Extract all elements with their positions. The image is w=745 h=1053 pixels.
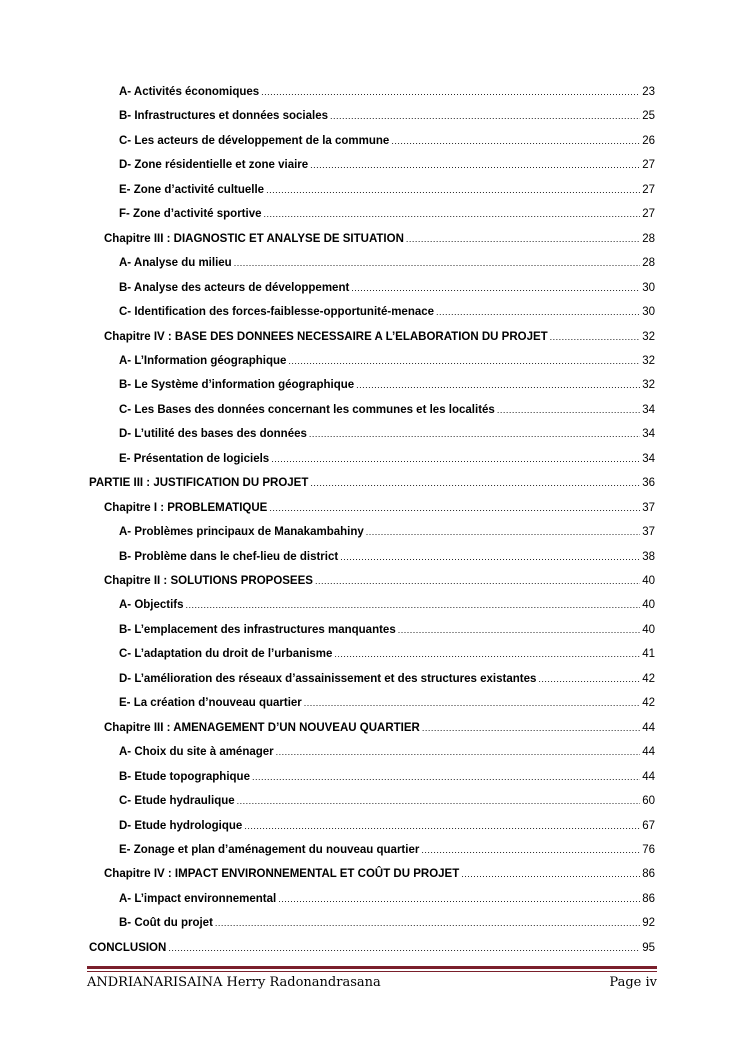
toc-entry-title: Chapitre II : SOLUTIONS PROPOSEES	[104, 575, 313, 587]
toc-entry-title: E- Présentation de logiciels	[119, 452, 270, 465]
toc-entry[interactable]	[119, 526, 655, 546]
toc-dot-leader	[271, 454, 640, 464]
toc-entry[interactable]	[119, 551, 655, 571]
toc-entry-title: C- Identification des forces-faiblesse-opportunité-menace	[119, 306, 435, 319]
toc-entry-title: D- Etude hydrologique	[119, 819, 243, 832]
toc-dot-leader	[461, 869, 640, 879]
toc-entry-title: Chapitre IV : BASE DES DONNEES NECESSAIRE A L’ELABORATION DU PROJET	[104, 330, 548, 343]
toc-entry[interactable]	[119, 599, 655, 619]
toc-entry-page: 30	[642, 281, 655, 294]
toc-entry-title: B- Infrastructures et données sociales	[119, 110, 328, 123]
toc-entry-page: 42	[642, 672, 655, 685]
toc-dot-leader	[288, 356, 640, 366]
toc-entry-title: Chapitre III : AMENAGEMENT D’UN NOUVEAU QUARTIER	[104, 721, 420, 734]
toc-dot-leader	[186, 600, 641, 610]
toc-entry-title: A- Objectifs	[119, 599, 184, 612]
toc-dot-leader	[356, 380, 640, 390]
toc-entry-title: B- Coût du projet	[119, 917, 213, 930]
toc-entry[interactable]	[104, 868, 655, 888]
toc-entry-page: 30	[642, 306, 655, 319]
toc-entry[interactable]	[119, 404, 655, 424]
toc-dot-leader	[334, 649, 640, 659]
toc-entry-page: 44	[642, 721, 655, 734]
toc-entry[interactable]	[119, 697, 655, 717]
toc-dot-leader	[215, 918, 640, 928]
toc-entry-title: A- Activités économiques	[119, 86, 260, 98]
toc-entry-page: 42	[642, 697, 655, 710]
toc-entry[interactable]	[119, 795, 655, 815]
toc-entry[interactable]	[89, 477, 655, 497]
toc-entry[interactable]	[119, 428, 655, 448]
footer-rule-thin	[87, 971, 657, 972]
toc-dot-leader	[309, 429, 640, 439]
toc-entry-title: C- L’adaptation du droit de l’urbanisme	[119, 648, 333, 661]
toc-entry-page: 27	[642, 159, 655, 172]
toc-entry-title: E- Zone d’activité cultuelle	[119, 183, 265, 196]
toc-entry[interactable]	[104, 502, 655, 522]
toc-entry[interactable]	[119, 86, 655, 106]
toc-dot-leader	[421, 845, 640, 855]
toc-dot-leader	[276, 747, 641, 757]
toc-entry[interactable]	[119, 844, 655, 864]
toc-dot-leader	[310, 160, 640, 170]
toc-entry-page: 28	[642, 232, 655, 245]
toc-entry-title: C- Etude hydraulique	[119, 795, 235, 808]
toc-entry[interactable]	[119, 306, 655, 326]
toc-dot-leader	[168, 943, 640, 953]
toc-entry-title: CONCLUSION	[89, 941, 167, 954]
toc-entry-title: PARTIE III : JUSTIFICATION DU PROJET	[89, 477, 309, 490]
toc-dot-leader	[304, 698, 640, 708]
toc-entry[interactable]	[119, 624, 655, 644]
toc-entry-page: 60	[642, 795, 655, 808]
toc-entry-page: 32	[642, 354, 655, 367]
toc-entry-page: 41	[642, 648, 655, 661]
toc-dot-leader	[398, 625, 640, 635]
toc-entry-title: F- Zone d’activité sportive	[119, 208, 262, 221]
toc-entry-page: 23	[642, 86, 655, 98]
toc-entry-title: E- La création d’nouveau quartier	[119, 697, 302, 710]
toc-entry[interactable]	[119, 135, 655, 155]
toc-dot-leader	[406, 234, 640, 244]
toc-entry[interactable]	[104, 233, 655, 253]
toc-entry-page: 40	[642, 623, 655, 636]
toc-dot-leader	[234, 258, 641, 268]
toc-entry-title: D- Zone résidentielle et zone viaire	[119, 159, 309, 172]
toc-entry[interactable]	[119, 110, 655, 130]
footer-page-number: Page iv	[609, 975, 657, 990]
toc-dot-leader	[422, 723, 640, 733]
toc-entry-page: 40	[642, 599, 655, 612]
page-footer	[87, 975, 657, 990]
toc-entry-page: 26	[642, 134, 655, 147]
toc-entry[interactable]	[119, 379, 655, 399]
toc-entry[interactable]	[119, 282, 655, 302]
toc-dot-leader	[315, 576, 640, 586]
toc-entry-page: 32	[642, 379, 655, 392]
toc-dot-leader	[244, 821, 640, 831]
toc-entry[interactable]	[104, 331, 655, 351]
toc-entry-title: B- Analyse des acteurs de développement	[119, 281, 350, 294]
toc-entry-page: 34	[642, 403, 655, 416]
toc-dot-leader	[550, 332, 641, 342]
toc-entry-page: 92	[642, 917, 655, 930]
toc-entry-page: 32	[642, 330, 655, 343]
footer-rule	[87, 966, 657, 969]
toc-entry[interactable]	[119, 917, 655, 937]
toc-entry-page: 44	[642, 746, 655, 759]
toc-entry-page: 38	[642, 550, 655, 563]
toc-entry-page: 86	[642, 868, 655, 881]
toc-entry[interactable]	[119, 771, 655, 791]
toc-entry[interactable]	[119, 893, 655, 913]
toc-entry[interactable]	[119, 208, 655, 228]
toc-entry-page: 34	[642, 428, 655, 441]
toc-entry-title: Chapitre I : PROBLEMATIQUE	[104, 501, 268, 514]
toc-entry-title: C- Les Bases des données concernant les communes et les localités	[119, 403, 495, 416]
toc-dot-leader	[330, 111, 640, 121]
toc-entry-page: 67	[642, 819, 655, 832]
toc-entry-title: A- L’impact environnemental	[119, 892, 277, 905]
toc-dot-leader	[310, 478, 640, 488]
toc-entry-title: B- Etude topographique	[119, 770, 250, 783]
toc-entry-page: 36	[642, 477, 655, 490]
toc-entry-page: 34	[642, 452, 655, 465]
toc-entry-title: A- Choix du site à aménager	[119, 746, 274, 759]
toc-dot-leader	[436, 307, 640, 317]
toc-entry-page: 25	[642, 110, 655, 123]
toc-entry[interactable]	[119, 355, 655, 375]
toc-entry-page: 40	[642, 575, 655, 587]
toc-dot-leader	[237, 796, 641, 806]
toc-entry[interactable]	[119, 159, 655, 179]
toc-dot-leader	[351, 283, 640, 293]
toc-dot-leader	[278, 894, 640, 904]
toc-entry[interactable]	[119, 648, 655, 668]
toc-entry-title: A- Analyse du milieu	[119, 257, 232, 270]
toc-entry[interactable]	[104, 722, 655, 742]
toc-dot-leader	[269, 503, 640, 513]
toc-dot-leader	[261, 87, 640, 97]
toc-entry-page: 27	[642, 208, 655, 221]
toc-entry-page: 95	[642, 941, 655, 954]
toc-entry[interactable]	[119, 673, 655, 693]
toc-entry-title: Chapitre IV : IMPACT ENVIRONNEMENTAL ET COÛT DU PROJET	[104, 868, 460, 881]
toc-entry[interactable]	[119, 820, 655, 840]
footer-author: ANDRIANARISAINA Herry Radonandrasana	[87, 975, 381, 990]
toc-entry-title: D- L’utilité des bases des données	[119, 428, 307, 441]
toc-entry-page: 27	[642, 183, 655, 196]
toc-entry-title: D- L’amélioration des réseaux d’assainissement et des structures existantes	[119, 672, 537, 685]
toc-entry-title: A- L’Information géographique	[119, 354, 287, 367]
toc-entry[interactable]	[104, 575, 655, 595]
toc-entry-page: 86	[642, 892, 655, 905]
toc-dot-leader	[497, 405, 640, 415]
toc-entry-title: A- Problèmes principaux de Manakambahiny	[119, 526, 364, 539]
toc-dot-leader	[538, 674, 640, 684]
toc-dot-leader	[264, 209, 641, 219]
toc-entry-page: 28	[642, 257, 655, 270]
toc-dot-leader	[266, 185, 640, 195]
toc-dot-leader	[391, 136, 640, 146]
toc-entry[interactable]	[119, 453, 655, 473]
toc-entry-title: B- Problème dans le chef-lieu de district	[119, 550, 339, 563]
toc-entry[interactable]	[89, 942, 655, 962]
toc-entry-title: E- Zonage et plan d’aménagement du nouveau quartier	[119, 843, 420, 856]
toc-entry-page: 76	[642, 843, 655, 856]
toc-entry-page: 37	[642, 501, 655, 514]
toc-entry-title: B- Le Système d’information géographique	[119, 379, 355, 392]
toc-dot-leader	[340, 552, 640, 562]
toc-entry-title: C- Les acteurs de développement de la commune	[119, 134, 390, 147]
toc-entry-page: 44	[642, 770, 655, 783]
toc-entry-title: B- L’emplacement des infrastructures manquantes	[119, 623, 396, 636]
toc-entry[interactable]	[119, 184, 655, 204]
toc-dot-leader	[366, 527, 640, 537]
toc-dot-leader	[252, 772, 640, 782]
toc-entry[interactable]	[119, 746, 655, 766]
toc-entry[interactable]	[119, 257, 655, 277]
toc-entry-title: Chapitre III : DIAGNOSTIC ET ANALYSE DE SITUATION	[104, 232, 404, 245]
toc-entry-page: 37	[642, 526, 655, 539]
